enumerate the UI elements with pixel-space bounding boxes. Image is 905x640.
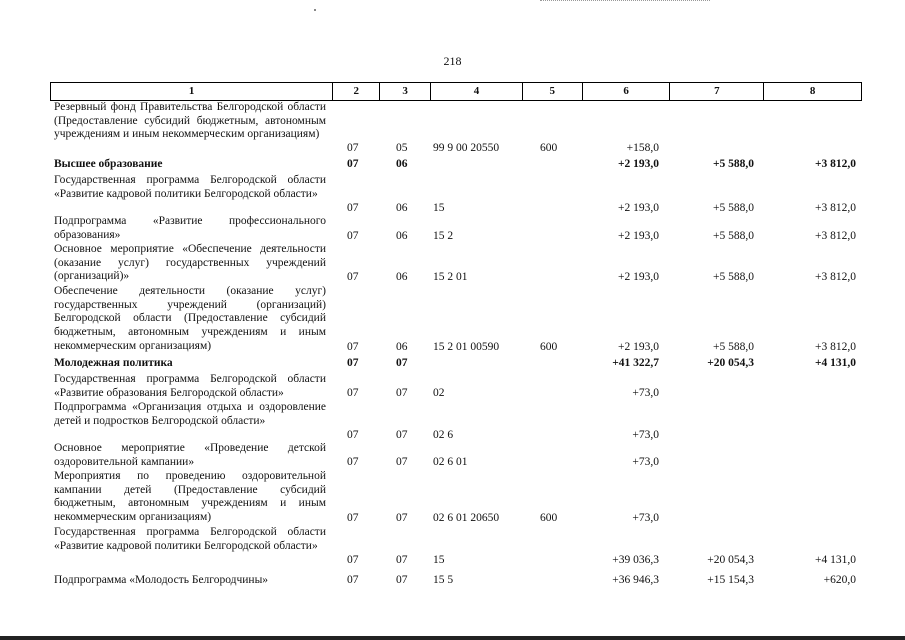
row-subsection: 07 bbox=[396, 429, 408, 442]
row-target-code: 15 bbox=[433, 202, 445, 215]
row-section: 07 bbox=[347, 512, 359, 525]
row-subsection: 07 bbox=[396, 456, 408, 469]
row-section: 07 bbox=[347, 202, 359, 215]
row-value-8: +3 812,0 bbox=[815, 271, 856, 284]
row-value-6: +39 036,3 bbox=[612, 554, 659, 567]
row-subsection: 07 bbox=[396, 574, 408, 587]
row-section: 07 bbox=[347, 554, 359, 567]
row-section: 07 bbox=[347, 341, 359, 354]
row-subsection: 05 bbox=[396, 142, 408, 155]
row-value-6: +2 193,0 bbox=[618, 230, 659, 243]
table-row bbox=[0, 243, 905, 285]
row-value-6: +36 946,3 bbox=[612, 574, 659, 587]
row-target-code: 15 2 bbox=[433, 230, 454, 243]
row-target-code: 15 bbox=[433, 554, 445, 567]
row-name: Государственная программа Белгородской области «Развитие образования Белгородской области» bbox=[54, 373, 326, 399]
row-subsection: 06 bbox=[396, 341, 408, 354]
row-value-7: +5 588,0 bbox=[712, 158, 754, 171]
row-name: Резервный фонд Правительства Белгородской области (Предоставление субсидий бюджетным, автономным учреждениям и иным некоммерческим организациям) bbox=[54, 101, 326, 141]
row-name: Основное мероприятие «Обеспечение деятельности (оказание услуг) государственных учреждений (организаций)» bbox=[54, 243, 326, 283]
row-name: Мероприятия по проведению оздоровительной кампании детей (Предоставление субсидий бюджетным, автономным учреждениям и иным некоммерческим организациям) bbox=[54, 470, 326, 524]
row-name: Подпрограмма «Организация отдыха и оздоровление детей и подростков Белгородской области» bbox=[54, 401, 326, 427]
row-subsection: 07 bbox=[396, 387, 408, 400]
table-row bbox=[0, 526, 905, 568]
row-name: Государственная программа Белгородской области «Развитие кадровой политики Белгородской области» bbox=[54, 526, 326, 552]
row-value-8: +3 812,0 bbox=[814, 158, 856, 171]
row-section: 07 bbox=[347, 357, 359, 370]
table-header bbox=[50, 82, 862, 101]
row-expense-type: 600 bbox=[540, 512, 558, 525]
row-value-6: +73,0 bbox=[632, 456, 659, 469]
row-value-7: +5 588,0 bbox=[713, 341, 754, 354]
row-expense-type: 600 bbox=[540, 341, 558, 354]
row-subsection: 06 bbox=[396, 230, 408, 243]
header-col-1: 1 bbox=[51, 83, 333, 100]
scan-artifact-top bbox=[540, 0, 710, 4]
row-value-7: +5 588,0 bbox=[713, 271, 754, 284]
row-name: Подпрограмма «Молодость Белгородчины» bbox=[54, 574, 269, 586]
row-subsection: 07 bbox=[396, 512, 408, 525]
page-number: 218 bbox=[443, 54, 462, 68]
row-value-8: +3 812,0 bbox=[815, 341, 856, 354]
table-row bbox=[0, 470, 905, 526]
row-value-7: +20 054,3 bbox=[707, 554, 754, 567]
table-row bbox=[0, 401, 905, 443]
table-row bbox=[0, 574, 905, 588]
row-value-7: +5 588,0 bbox=[713, 202, 754, 215]
row-name: Высшее образование bbox=[54, 158, 163, 170]
header-col-3: 3 bbox=[380, 83, 431, 100]
row-value-7: +20 054,3 bbox=[707, 357, 754, 370]
row-target-code: 02 6 01 bbox=[433, 456, 468, 469]
table-row bbox=[0, 158, 905, 172]
header-col-7: 7 bbox=[670, 83, 764, 100]
row-subsection: 07 bbox=[396, 357, 408, 370]
row-target-code: 15 5 bbox=[433, 574, 454, 587]
row-section: 07 bbox=[347, 271, 359, 284]
row-name: Основное мероприятие «Проведение детской оздоровительной кампании» bbox=[54, 442, 326, 468]
table-row bbox=[0, 174, 905, 216]
row-section: 07 bbox=[347, 429, 359, 442]
row-target-code: 02 6 bbox=[433, 429, 454, 442]
table-row bbox=[0, 101, 905, 156]
row-value-6: +2 193,0 bbox=[618, 202, 659, 215]
table-row bbox=[0, 442, 905, 470]
row-target-code: 99 9 00 20550 bbox=[433, 142, 500, 155]
row-section: 07 bbox=[347, 142, 359, 155]
row-subsection: 06 bbox=[396, 271, 408, 284]
table-row bbox=[0, 285, 905, 355]
row-subsection: 06 bbox=[396, 158, 408, 171]
header-col-6: 6 bbox=[583, 83, 671, 100]
row-name: Подпрограмма «Развитие профессионального образования» bbox=[54, 215, 326, 241]
row-section: 07 bbox=[347, 456, 359, 469]
row-section: 07 bbox=[347, 387, 359, 400]
row-value-7: +5 588,0 bbox=[713, 230, 754, 243]
row-target-code: 15 2 01 00590 bbox=[433, 341, 500, 354]
row-value-8: +3 812,0 bbox=[815, 230, 856, 243]
header-col-5: 5 bbox=[523, 83, 583, 100]
row-name: Молодежная политика bbox=[54, 357, 173, 369]
row-section: 07 bbox=[347, 230, 359, 243]
row-value-6: +73,0 bbox=[632, 387, 659, 400]
row-subsection: 06 bbox=[396, 202, 408, 215]
row-value-6: +2 193,0 bbox=[617, 158, 659, 171]
row-target-code: 02 bbox=[433, 387, 445, 400]
scan-dot bbox=[314, 9, 316, 11]
row-value-8: +3 812,0 bbox=[815, 202, 856, 215]
row-name: Обеспечение деятельности (оказание услуг) государственных учреждений (организаций) Белгородской области (Предоставление субсидий бюджетным, автономным учреждениям и иным некоммерческим организациям) bbox=[54, 285, 326, 352]
row-value-6: +73,0 bbox=[632, 429, 659, 442]
row-subsection: 07 bbox=[396, 554, 408, 567]
header-col-4: 4 bbox=[431, 83, 523, 100]
row-value-6: +41 322,7 bbox=[612, 357, 659, 370]
row-value-7: +15 154,3 bbox=[707, 574, 754, 587]
row-value-6: +158,0 bbox=[626, 142, 659, 155]
row-section: 07 bbox=[347, 158, 359, 171]
row-section: 07 bbox=[347, 574, 359, 587]
row-value-8: +4 131,0 bbox=[815, 554, 856, 567]
row-target-code: 15 2 01 bbox=[433, 271, 468, 284]
row-value-8: +620,0 bbox=[823, 574, 856, 587]
header-col-2: 2 bbox=[333, 83, 380, 100]
row-value-6: +2 193,0 bbox=[618, 341, 659, 354]
row-value-6: +73,0 bbox=[632, 512, 659, 525]
row-expense-type: 600 bbox=[540, 142, 558, 155]
table-row bbox=[0, 357, 905, 371]
table-row bbox=[0, 215, 905, 244]
row-name: Государственная программа Белгородской области «Развитие кадровой политики Белгородской области» bbox=[54, 174, 326, 200]
table-row bbox=[0, 373, 905, 401]
scan-bottom-edge bbox=[0, 636, 905, 640]
row-target-code: 02 6 01 20650 bbox=[433, 512, 500, 525]
header-col-8: 8 bbox=[809, 85, 816, 97]
row-value-6: +2 193,0 bbox=[618, 271, 659, 284]
row-value-8: +4 131,0 bbox=[814, 357, 856, 370]
